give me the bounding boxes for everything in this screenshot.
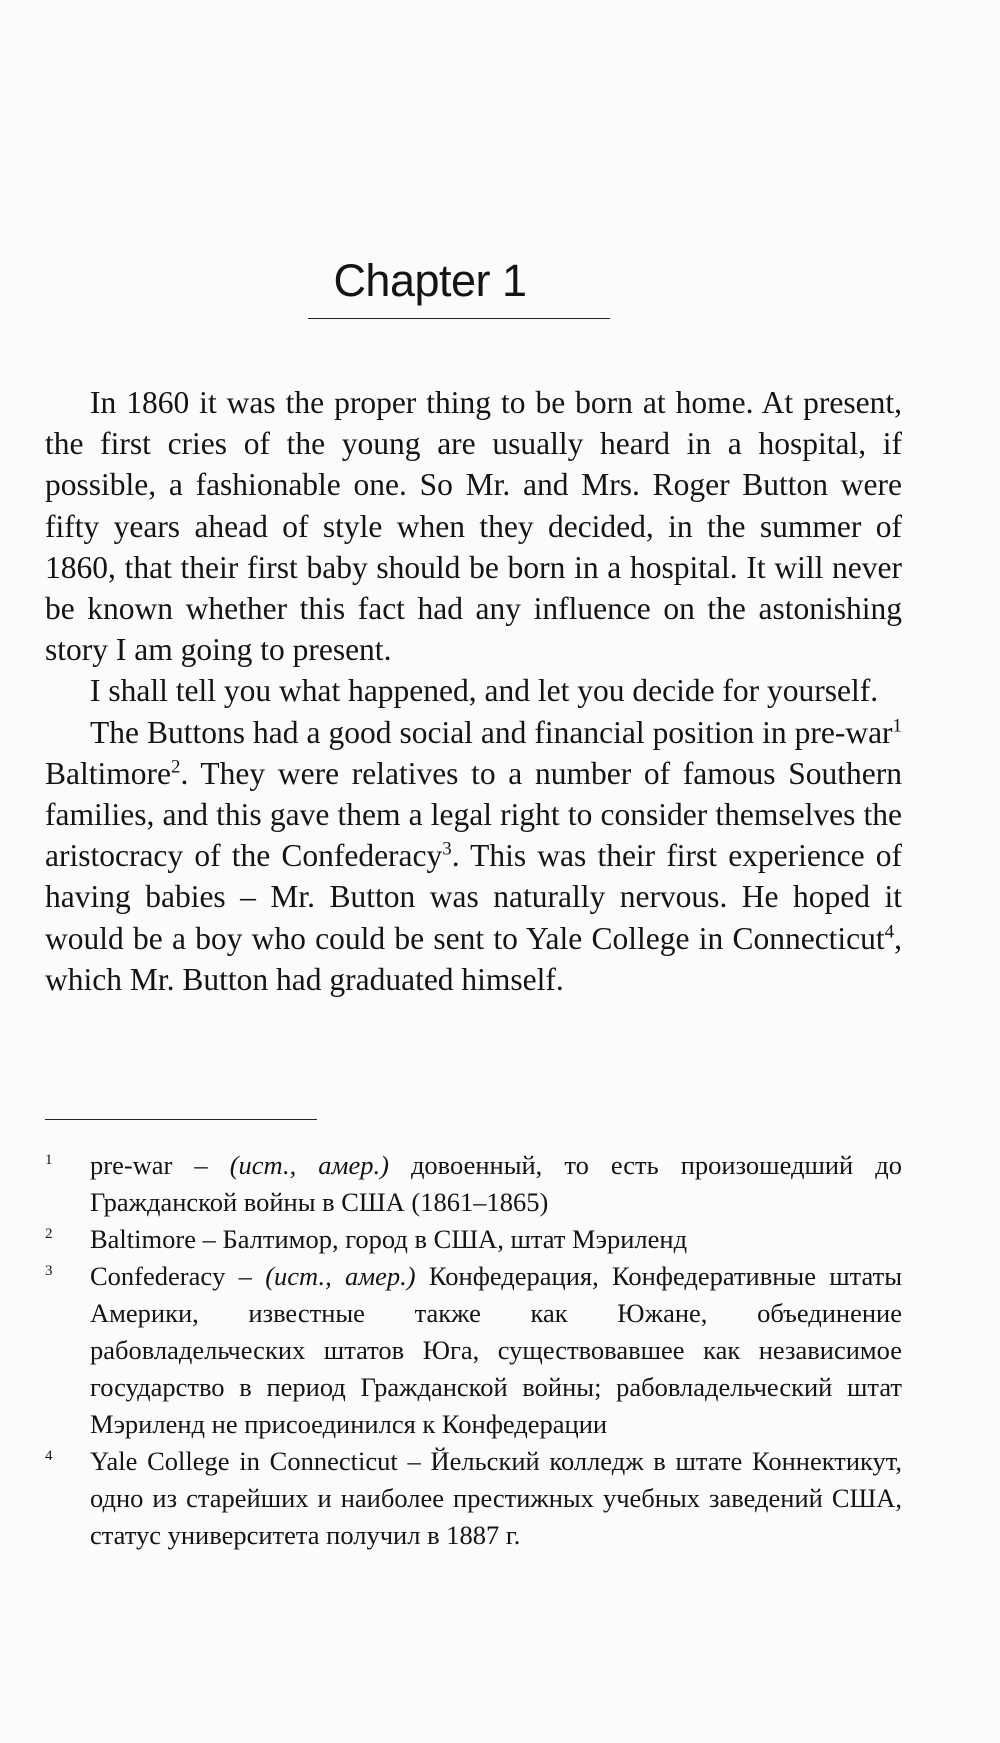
footnote-ref-4: 4 [884,921,895,943]
footnote-rule [45,1119,317,1120]
paragraph-3-part-a: The Buttons had a good social and financial position in pre-war [90,714,893,750]
footnote-ref-3: 3 [442,838,452,860]
footnote-1 [45,1147,902,1221]
body-text [45,382,902,1000]
footnote-body [90,1443,902,1554]
footnote-text: Конфедерация, Конфедеративные штаты Америки, известные также как Южане, объединение рабовладельческих штатов Юга, существовавшее как независимое государство в период Гражданской войны; рабовладельческий штат Мэриленд не присоединился к Конфедерации [90,1261,903,1439]
footnote-term-note: (ист., амер.) [229,1150,389,1180]
footnote-ref-1: 1 [892,715,902,737]
footnote-body [90,1147,902,1221]
footnotes [45,1147,902,1554]
chapter-title: Chapter 1 [333,255,527,306]
footnote-number: 4 [45,1448,53,1464]
paragraph-2: I shall tell you what happened, and let you decide for yourself. [90,673,879,709]
footnote-term: Yale College in Connecticut – [90,1446,431,1476]
footnote-term: Confederacy – [90,1261,266,1291]
chapter-title-rule [308,318,610,319]
paragraph-3-part-d: . This was their first experience of having babies – Mr. Button was naturally nervous. He hoped it would be a boy who could be sent to Yale College in Connecticut [45,838,902,956]
footnote-number: 2 [45,1226,53,1242]
paragraph-3-part-b: Baltimore [45,755,171,791]
footnote-text: Йельский колледж в штате Коннектикут, одно из старейших и наиболее престижных учебных заведений США, статус университета получил в 1887 г. [90,1446,902,1550]
paragraph-1: In 1860 it was the proper thing to be born at home. At present, the first cries of the young are usually heard in a hospital, if possible, a fashionable one. So Mr. and Mrs. Roger Button were fifty years ahead of style when they decided, in the summer of 1860, that their first baby should be born in a hospital. It will never be known whether this fact had any influence on the astonishing story I am going to present. [45,385,902,668]
paragraph-3-part-e: , which Mr. Button had graduated himself. [45,920,902,997]
footnote-number: 1 [45,1152,53,1168]
footnote-text: довоенный, то есть произошедший до Гражданской войны в США (1861–1865) [90,1150,902,1217]
footnote-body [90,1221,902,1258]
footnote-body [90,1258,902,1443]
footnote-term: Baltimore – [90,1224,223,1254]
footnote-4 [45,1443,902,1554]
footnote-3 [45,1258,902,1443]
footnote-term: pre-war – [90,1150,230,1180]
paragraph-3 [45,712,902,1000]
footnote-ref-2: 2 [170,756,181,778]
footnote-number: 3 [45,1263,53,1279]
footnote-2 [45,1221,902,1258]
footnote-term-note: (ист., амер.) [265,1261,416,1291]
paragraph-3-part-c: . They were relatives to a number of famous Southern families, and this gave them a legal right to consider themselves the aristocracy of the Confederacy [45,755,902,874]
footnote-text: Балтимор, город в США, штат Мэриленд [222,1224,688,1254]
